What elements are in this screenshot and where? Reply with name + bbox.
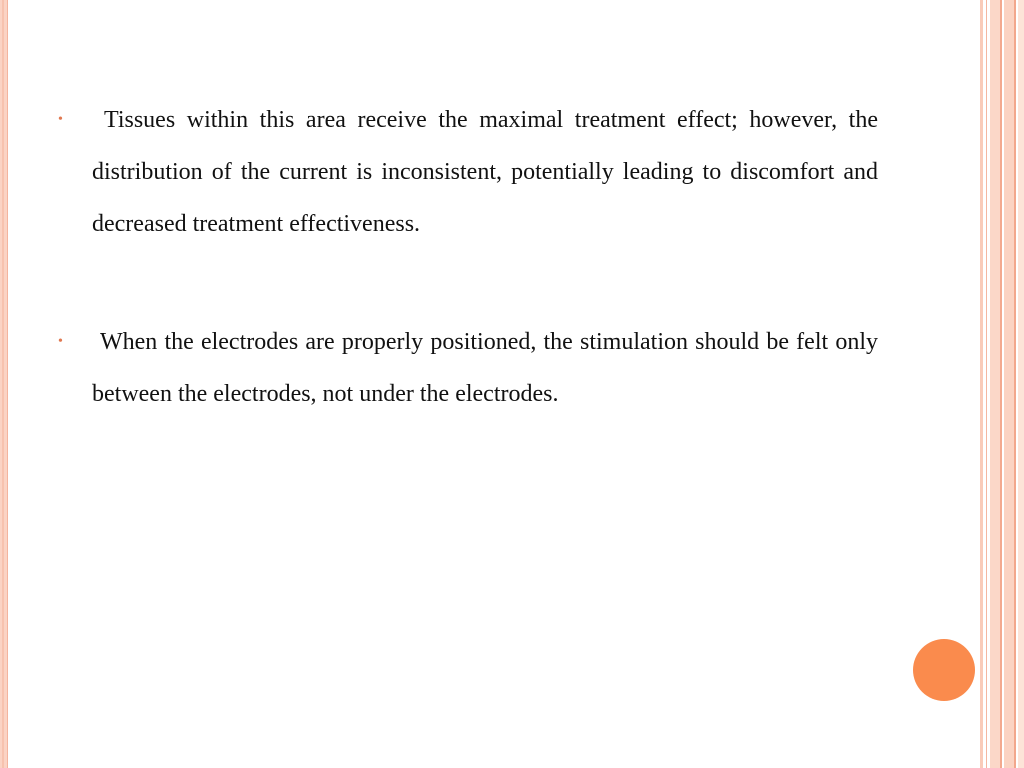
bullet-item bbox=[56, 316, 878, 420]
bullet-marker: • bbox=[58, 334, 63, 349]
right-border-line bbox=[990, 0, 1000, 768]
bullet-item bbox=[56, 94, 878, 250]
left-border-decoration bbox=[0, 0, 8, 768]
right-border-line bbox=[1000, 0, 1002, 768]
accent-circle-decoration bbox=[913, 639, 975, 701]
right-border-line bbox=[1014, 0, 1016, 768]
left-border-line bbox=[2, 0, 4, 768]
right-border-decoration bbox=[980, 0, 1024, 768]
right-border-line bbox=[980, 0, 983, 768]
right-border-line bbox=[1004, 0, 1014, 768]
bullet-marker: • bbox=[58, 112, 63, 127]
bullet-text: Tissues within this area receive the maximal treatment effect; however, the distribution of the current is inconsistent, potentially leading to discomfort and decreased treatment effectiveness. bbox=[92, 107, 878, 237]
right-border-line bbox=[986, 0, 987, 768]
bullet-list bbox=[56, 94, 878, 420]
bullet-text: When the electrodes are properly positioned, the stimulation should be felt only between the electrodes, not under the electrodes. bbox=[92, 329, 878, 407]
right-border-line bbox=[1018, 0, 1024, 768]
